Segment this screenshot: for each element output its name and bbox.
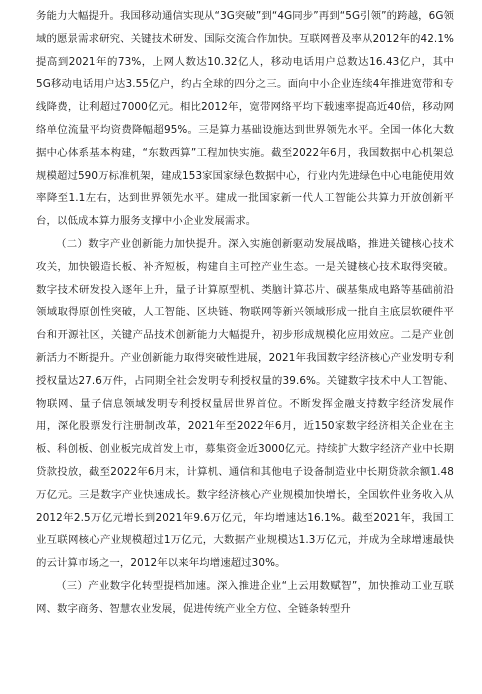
- paragraph-telecom-infrastructure: 务能力大幅提升。我国移动通信实现从“3G突破”到“4G同步”再到“5G引领”的跨越，6G领域的愿景需求研究、关键技术研发、国际交流合作加快。互联网普及率从2012年的42.1%提高到2021年的73%，上网人数达10.32亿人，移动电话用户总数达16.43亿户，其中5G移动电话用户达3.55亿户，约占全球的四分之三。面向中小企业连续4年推进宽带和专线降费，让利超过7000亿元。相比2012年，宽带网络平均下载速率提高近40倍，移动网络单位流量平均资费降幅超95%。三是算力基础设施达到世界领先水平。全国一体化大数据中心体系基本构建，“东数西算”工程加快实施。截至2022年6月，我国数据中心机架总规模超过590万标准机架，建成153家国家绿色数据中心，行业内先进绿色中心电能使用效率降至1.1左右，达到世界领先水平。建成一批国家新一代人工智能公共算力开放创新平台，以低成本算力服务支撑中小企业发展需求。: [36, 10, 454, 228]
- paragraph-digital-industry-innovation: （二）数字产业创新能力加快提升。深入实施创新驱动发展战略，推进关键核心技术攻关，加快锻造长板、补齐短板，构建自主可控产业生态。一是关键核心技术取得突破。数字技术研发投入逐年上升，量子计算原型机、类脑计算芯片、碳基集成电路等基础前沿领域取得原创性突破，人工智能、区块链、物联网等新兴领域形成一批自主底层软硬件平台和开源社区，关键产品技术创新能力大幅提升，初步形成规模化应用效应。二是产业创新活力不断提升。产业创新能力取得突破性进展，2021年我国数字经济核心产业发明专利授权量达27.6万件，占同期全社会发明专利授权量的39.6%。关键数字技术中人工智能、物联网、量子信息领域发明专利授权量居世界首位。不断发挥金融支持数字经济发展作用，深化股票发行注册制改革，2021年至2022年6月，近150家数字经济相关企业在主板、科创板、创业板完成首发上市，募集资金近3000亿元。持续扩大数字经济产业中长期贷款投放，截至2022年6月末，计算机、通信和其他电子设备制造业中长期贷款余额1.48万亿元。三是数字产业快速成长。数字经济核心产业规模加快增长，全国软件业务收入从2012年2.5万亿元增长到2021年9.6万亿元，年均增速达16.1%。截至2021年，我国工业互联网核心产业规模超过1万亿元，大数据产业规模达1.3万亿元，并成为全球增速最快的云计算市场之一，2012年以来年均增速超过30%。: [36, 237, 454, 570]
- paragraph-industrial-digitalization: （三）产业数字化转型提档加速。深入推进企业“上云用数赋智”，加快推动工业互联网、数字商务、智慧农业发展，促进传统产业全方位、全链条转型升: [36, 579, 454, 615]
